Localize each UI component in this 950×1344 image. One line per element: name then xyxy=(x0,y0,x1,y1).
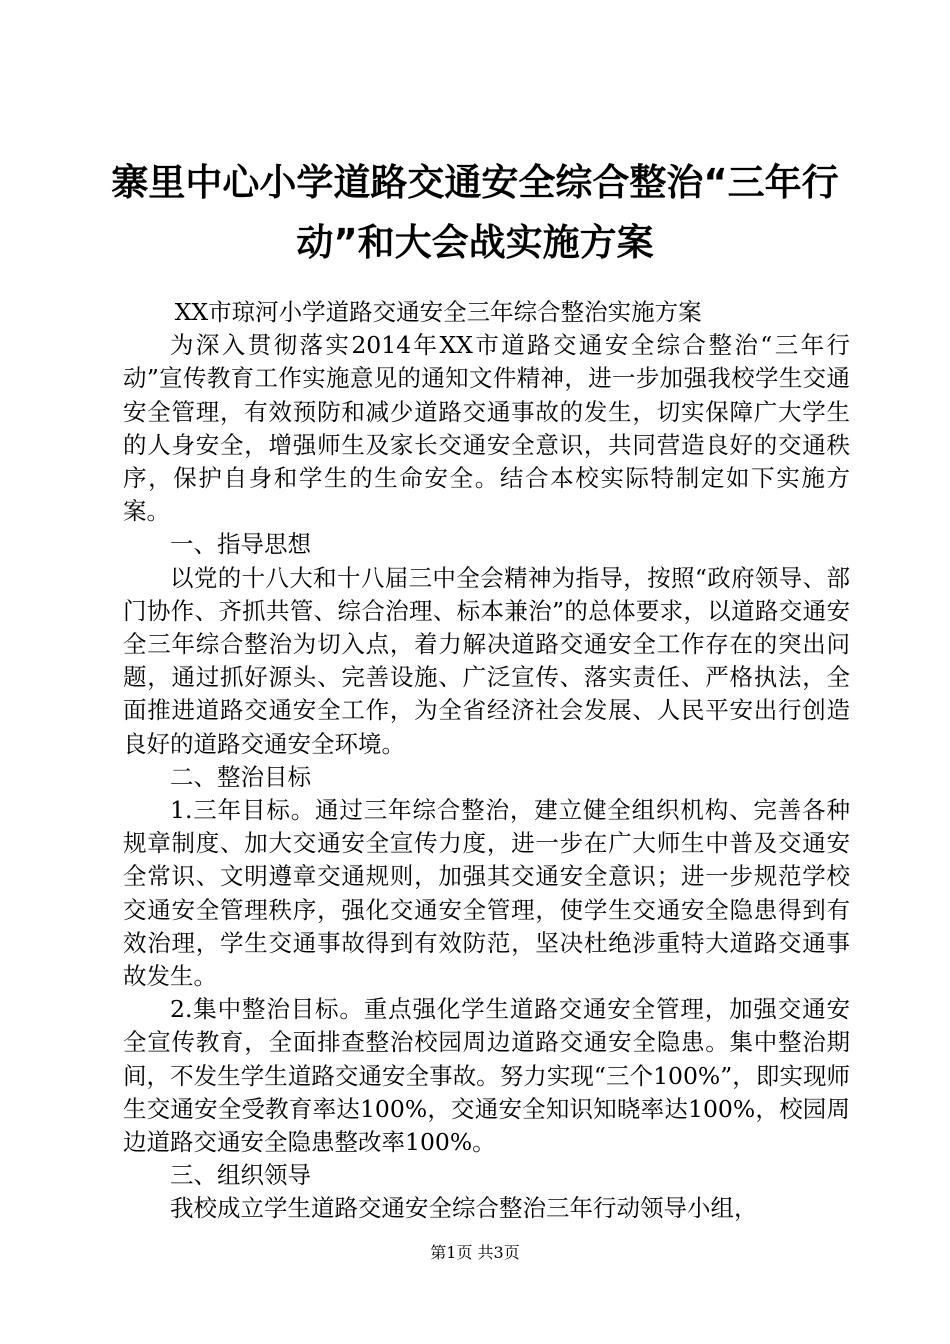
paragraph-three-year-goal: 1.三年目标。通过三年综合整治，建立健全组织机构、完善各种规章制度、加大交通安全宣传力度，进一步在广大师生中普及交通安全常识、文明遵章交通规则，加强其交通安全意识；进一步规范学校交通安全管理秩序，强化交通安全管理，使学生交通安全隐患得到有效治理，学生交通事故得到有效防范，坚决杜绝涉重特大道路交通事故发生。 xyxy=(123,796,850,991)
paragraph-guiding-thought: 以党的十八大和十八届三中全会精神为指导，按照“政府领导、部门协作、齐抓共管、综合治理、标本兼治”的总体要求，以道路交通安全三年综合整治为切入点，着力解决道路交通安全工作存在的突出问题，通过抓好源头、完善设施、广泛宣传、落实责任、严格执法，全面推进道路交通安全工作，为全省经济社会发展、人民平安出行创造良好的道路交通安全环境。 xyxy=(123,563,850,758)
paragraph-intro: 为深入贯彻落实2014年XX市道路交通安全综合整治“三年行动”宣传教育工作实施意见的通知文件精神，进一步加强我校学生交通安全管理，有效预防和减少道路交通事故的发生，切实保障广大学生的人身安全，增强师生及家长交通安全意识，共同营造良好的交通秩序，保护自身和学生的生命安全。结合本校实际特制定如下实施方案。 xyxy=(123,331,850,526)
document-body xyxy=(123,296,850,1226)
paragraph-leadership: 我校成立学生道路交通安全综合整治三年行动领导小组， xyxy=(170,1194,758,1223)
document-subtitle: XX市琼河小学道路交通安全三年综合整治实施方案 xyxy=(174,298,702,326)
section-heading-goals: 二、整治目标 xyxy=(170,762,311,791)
document-title-line-2: 动”和大会战实施方案 xyxy=(296,221,654,264)
section-heading-leadership: 三、组织领导 xyxy=(170,1161,311,1190)
section-heading-guiding-thought: 一、指导思想 xyxy=(170,530,311,559)
page-footer: 第1页 共3页 xyxy=(430,1243,520,1262)
paragraph-focused-goal: 2.集中整治目标。重点强化学生道路交通安全管理，加强交通安全宣传教育，全面排查整治校园周边道路交通安全隐患。集中整治期间，不发生学生道路交通安全事故。努力实现“三个100%”，即实现师生交通安全受教育率达100%，交通安全知识知晓率达100%，校园周边道路交通安全隐患整改率100%。 xyxy=(123,995,850,1157)
document-title-line-1: 寨里中心小学道路交通安全综合整治“三年行 xyxy=(111,161,839,204)
